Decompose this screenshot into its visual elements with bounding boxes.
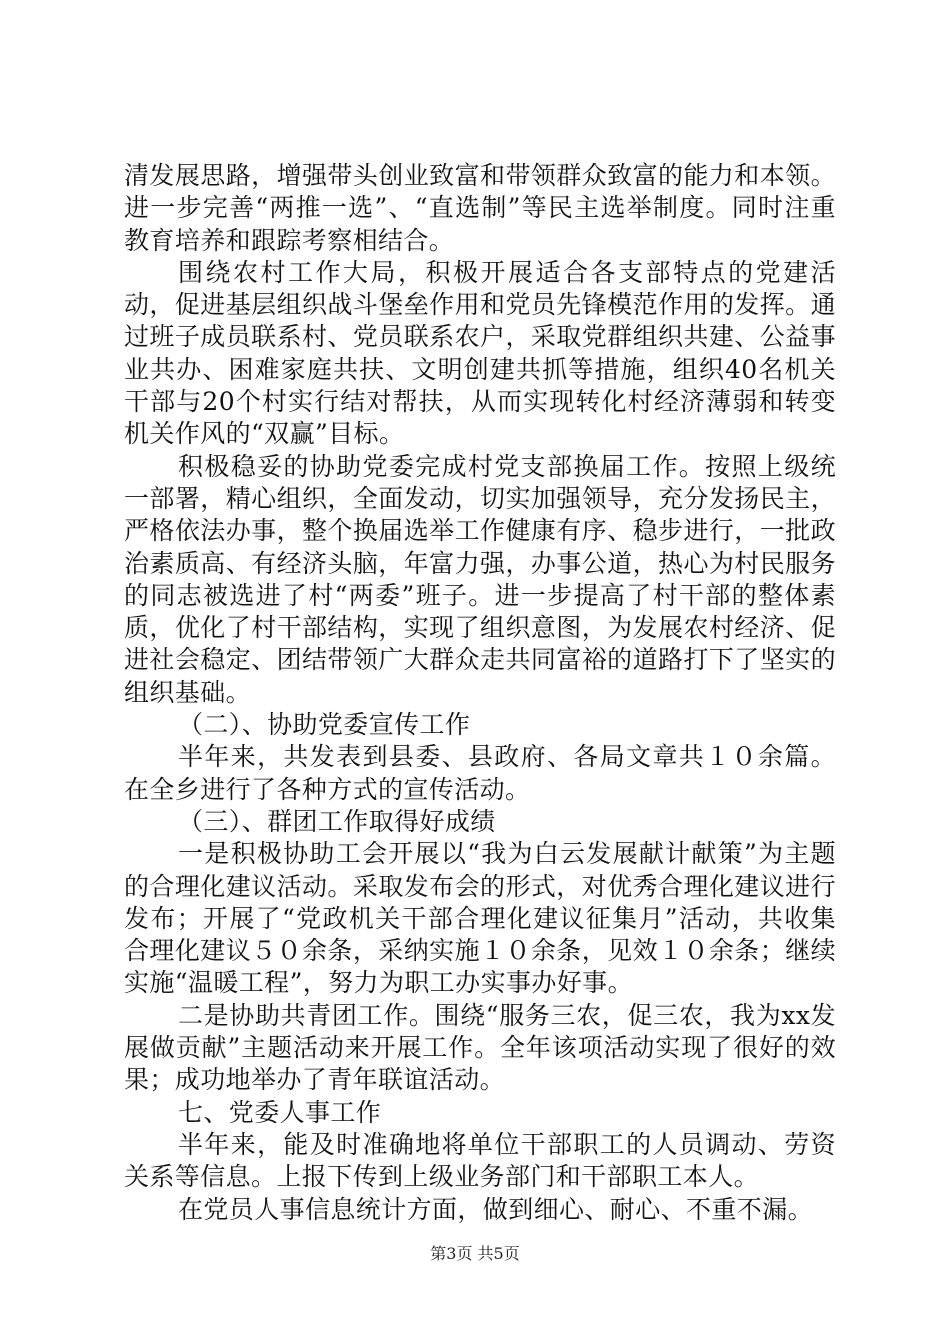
paragraph-5: 一是积极协助工会开展以“我为白云发展献计献策”为主题的合理化建议活动。采取发布会的形式，对优秀合理化建议进行发布；开展了“党政机关干部合理化建议征集月”活动，共收集合理化建议５０余条，采纳实施１０余条，见效１０余条；继续实施“温暖工程”，努力为职工办实事办好事。 (124, 839, 836, 998)
document-body (124, 160, 836, 1226)
paragraph-7: 半年来，能及时准确地将单位干部职工的人员调动、劳资关系等信息。上报下传到上级业务部门和干部职工本人。 (124, 1129, 836, 1192)
paragraph-6: 二是协助共青团工作。围绕“服务三农，促三农，我为xx发展做贡献”主题活动来开展工作。全年该项活动实现了很好的效果；成功地举办了青年联谊活动。 (124, 1000, 836, 1095)
page-number-footer: 第3页 共5页 (430, 1244, 520, 1263)
section-heading-7: 七、党委人事工作 (178, 1097, 382, 1127)
paragraph-4: 半年来，共发表到县委、县政府、各局文章共１０余篇。在全乡进行了各种方式的宣传活动。 (124, 742, 836, 804)
paragraph-2: 围绕农村工作大局，积极开展适合各支部特点的党建活动，促进基层组织战斗堡垒作用和党员先锋模范作用的发挥。通过班子成员联系村、党员联系农户，采取党群组织共建、公益事业共办、困难家庭共扶、文明创建共抓等措施，组织40名机关干部与20个村实行结对帮扶，从而实现转化村经济薄弱和转变机关作风的“双赢”目标。 (124, 257, 836, 449)
section-heading-3: （三）、群团工作取得好成绩 (178, 806, 496, 836)
paragraph-8: 在党员人事信息统计方面，做到细心、耐心、不重不漏。 (178, 1194, 814, 1224)
paragraph-1: 清发展思路，增强带头创业致富和带领群众致富的能力和本领。进一步完善“两推一选”、“直选制”等民主选举制度。同时注重教育培养和跟踪考察相结合。 (124, 161, 836, 255)
paragraph-3: 积极稳妥的协助党委完成村党支部换届工作。按照上级统一部署，精心组织，全面发动，切实加强领导，充分发扬民主，严格依法办事，整个换届选举工作健康有序、稳步进行，一批政治素质高、有经济头脑，年富力强，办事公道，热心为村民服务的同志被选进了村“两委”班子。进一步提高了村干部的整体素质，优化了村干部结构，实现了组织意图，为发展农村经济、促进社会稳定、团结带领广大群众走共同富裕的道路打下了坚实的组织基础。 (124, 451, 836, 707)
section-heading-2: （二）、协助党委宣传工作 (178, 710, 471, 740)
